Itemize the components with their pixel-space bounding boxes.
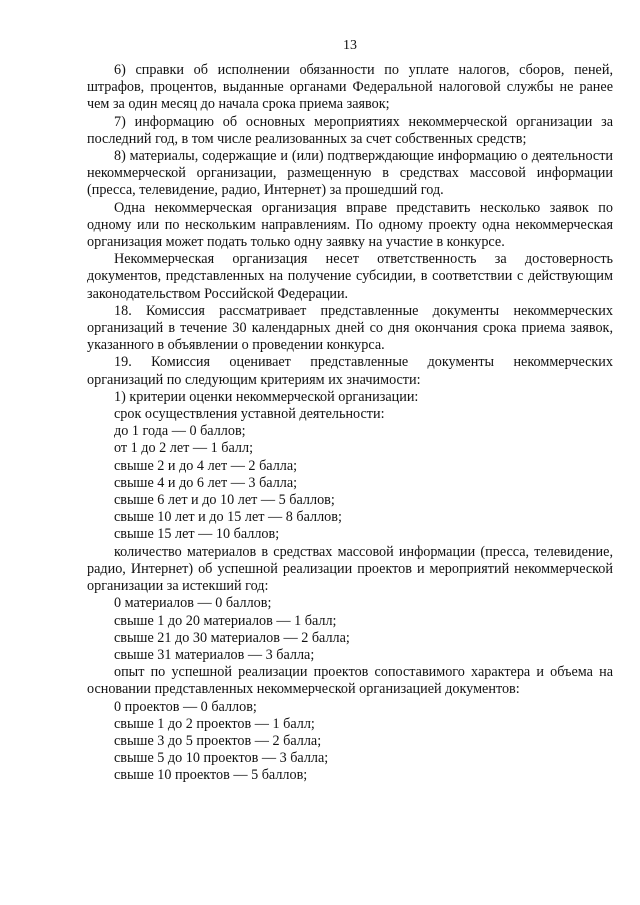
list-line: свыше 3 до 5 проектов — 2 балла; [114, 732, 322, 749]
paragraph-item-7: 7) информацию об основных мероприятиях некоммерческой организации за последний год, в том числе реализованных за счет собственных средств; [87, 113, 613, 147]
list-line: свыше 15 лет — 10 баллов; [114, 526, 280, 543]
list-line: до 1 года — 0 баллов; [114, 423, 246, 440]
paragraph-media-materials: количество материалов в средствах массовой информации (пресса, телевидение, радио, Интернет) об успешной реализации проектов и мероприятий некоммерческой организации за истекший год: [87, 543, 613, 595]
paragraph-multiple-applications: Одна некоммерческая организация вправе представить несколько заявок по одному или по нескольким направлениям. По одному проекту одна некоммерческая организация может подать только одну заявку на участие в конкурсе. [87, 199, 613, 251]
paragraph-section-18: 18. Комиссия рассматривает представленные документы некоммерческих организаций в течение 30 календарных дней со дня окончания срока приема заявок, указанного в объявлении о проведении конкурса. [87, 302, 613, 354]
list-line: свыше 4 и до 6 лет — 3 балла; [114, 474, 298, 491]
list-line: 0 материалов — 0 баллов; [114, 595, 272, 612]
list-line: от 1 до 2 лет — 1 балл; [114, 440, 254, 457]
list-line: свыше 5 до 10 проектов — 3 балла; [114, 750, 329, 767]
list-line-criteria-heading: 1) критерии оценки некоммерческой организации: [114, 388, 419, 405]
list-line: свыше 2 и до 4 лет — 2 балла; [114, 457, 298, 474]
list-line: свыше 6 лет и до 10 лет — 5 баллов; [114, 492, 335, 509]
document-page [87, 36, 613, 785]
list-line: свыше 31 материалов — 3 балла; [114, 646, 315, 663]
paragraph-responsibility: Некоммерческая организация несет ответственность за достоверность документов, представленных на получение субсидии, в соответствии с действующим законодательством Российской Федерации. [87, 251, 613, 302]
list-line: свыше 10 проектов — 5 баллов; [114, 767, 308, 784]
list-line: свыше 10 лет и до 15 лет — 8 баллов; [114, 509, 342, 526]
list-line: свыше 1 до 20 материалов — 1 балл; [114, 612, 337, 629]
list-line-activity-duration: срок осуществления уставной деятельности: [114, 406, 385, 423]
paragraph-item-8: 8) материалы, содержащие и (или) подтверждающие информацию о деятельности некоммерческой организации, размещенную в средствах массовой информации (пресса, телевидение, радио, Интернет) за прошедший год. [87, 148, 613, 199]
list-line: свыше 21 до 30 материалов — 2 балла; [114, 629, 350, 646]
paragraph-item-6: 6) справки об исполнении обязанности по уплате налогов, сборов, пеней, штрафов, процентов, выданные органами Федеральной налоговой службы не ранее чем за один месяц до начала срока приема заявок; [87, 62, 613, 113]
paragraph-section-19: 19. Комиссия оценивает представленные документы некоммерческих организаций по следующим критериям их значимости: [87, 354, 613, 388]
paragraph-project-experience: опыт по успешной реализации проектов сопоставимого характера и объема на основании представленных некоммерческой организацией документов: [87, 664, 613, 698]
list-line: свыше 1 до 2 проектов — 1 балл; [114, 715, 315, 732]
list-line: 0 проектов — 0 баллов; [114, 698, 257, 715]
page-number: 13 [343, 38, 357, 53]
